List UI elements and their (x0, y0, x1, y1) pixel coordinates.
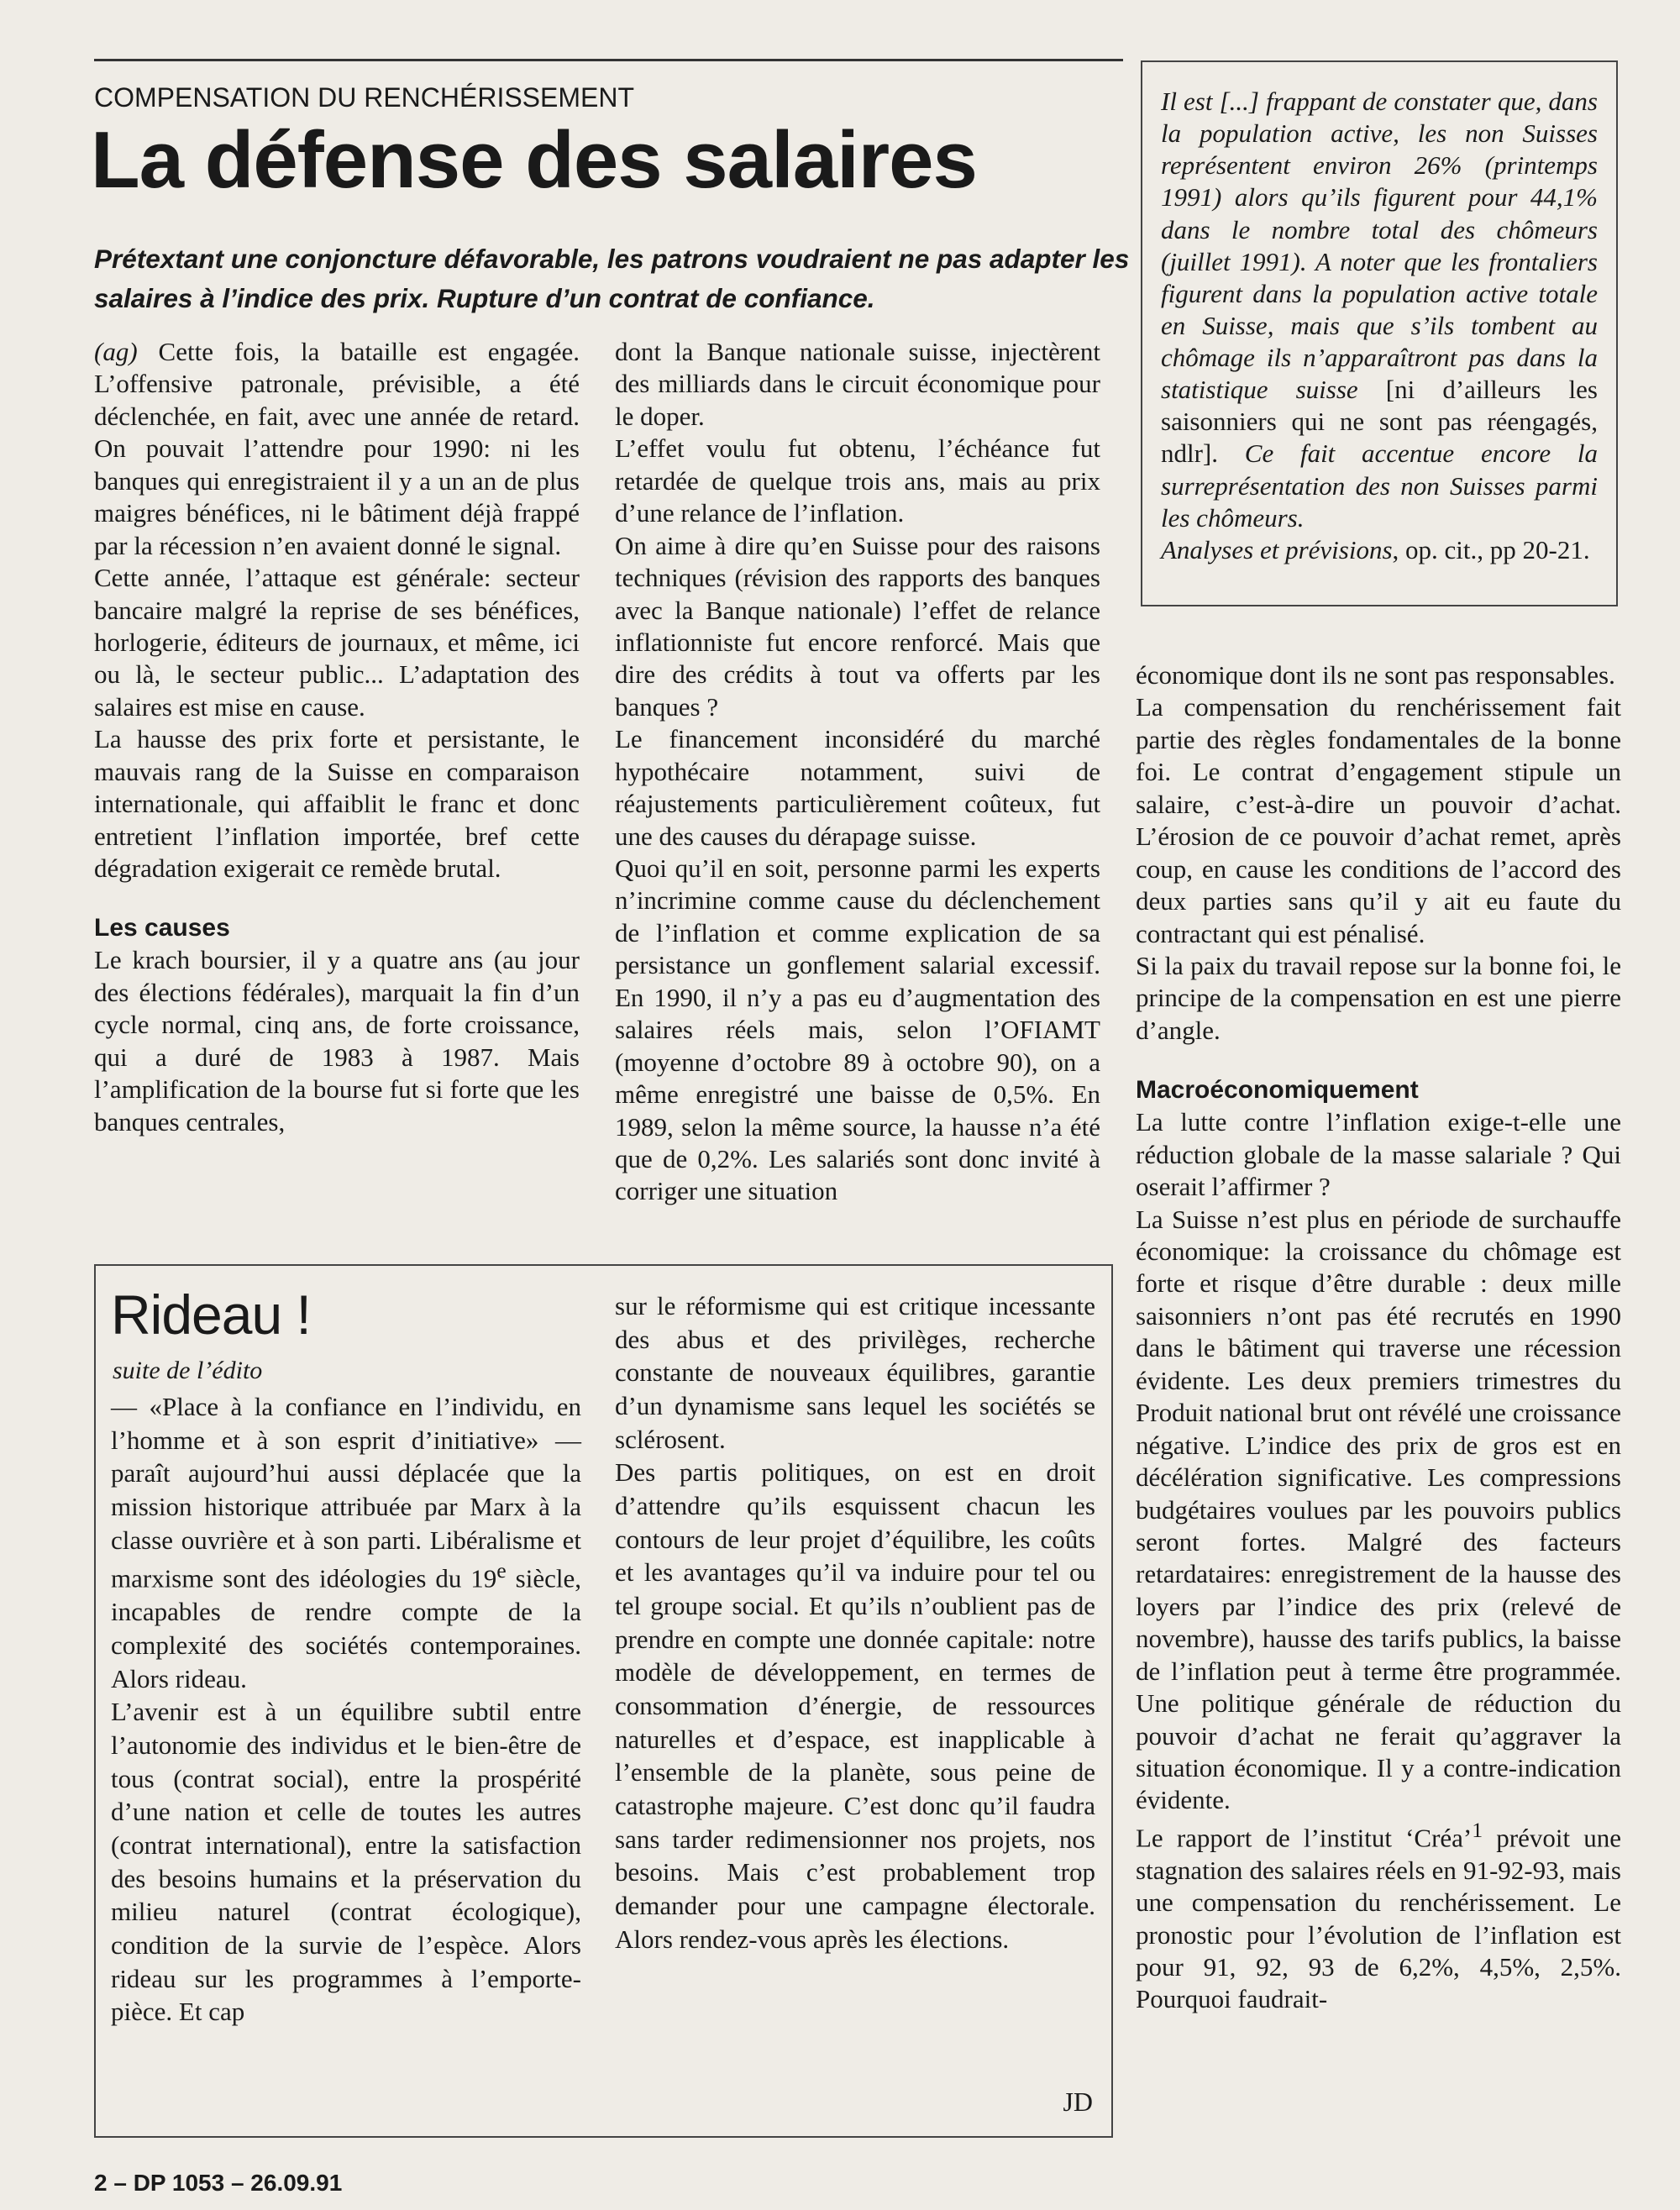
paragraph: — «Place à la confiance en l’individu, en l’homme et à son esprit d’initiative» — paraît aujourd’hui aussi déplacée que la mission historique attribuée par Marx à la classe ouvrière et à son parti. Libéralisme et marxisme sont des idéologies du 19e siècle, incapables de rendre compte de la complexité des sociétés contemporaines. Alors rideau. (111, 1392, 581, 1693)
paragraph: Le krach boursier, il y a quatre ans (au jour des élections fédérales), marquait la fin d’un cycle normal, cinq ans, de forte croissance, qui a duré de 1983 à 1987. Mais l’amplification de la bourse fut si forte que les banques centrales, (94, 945, 580, 1136)
rideau-box (94, 1264, 1113, 2138)
subheading-causes: Les causes (94, 914, 230, 942)
kicker: COMPENSATION DU RENCHÉRISSEMENT (94, 82, 635, 113)
paragraph: L’avenir est à un équilibre subtil entre l’autonomie des individus et le bien-être de tous (contrat social), entre la prospérité d’une nation et celle de toutes les autres (contrat international), entre la satisfaction des besoins humains et la préservation du milieu naturel (contrat écologique), condition de la survie de l’espèce. Alors rideau sur les programmes à l’emporte-pièce. Et cap (111, 1697, 581, 2027)
author-signature: JD (1063, 2087, 1093, 2117)
paragraph: L’effet voulu fut obtenu, l’échéance fut retardée de quelque trois ans, mais au prix d’une relance de l’inflation. (615, 433, 1100, 528)
paragraph: La hausse des prix forte et persistante, le mauvais rang de la Suisse en comparaison internationale, qui affaiblit le franc et donc entretient l’inflation importée, bref cette dégradation exigerait ce remède brutal. (94, 724, 580, 883)
article-column-3 (1136, 659, 1621, 2016)
editor-note: [ni d’ailleurs les saisonniers qui ne sont pas réengagés, ndlr]. (1161, 375, 1598, 469)
paragraph: La compensation du renchérissement fait partie des règles fondamentales de la bonne foi. Le contrat d’engagement stipule un salaire, c’est-à-dire un pouvoir d’achat. L’érosion de ce pouvoir d’achat remet, après coup, en cause les conditions de l’accord des deux parties sans qu’il y ait eu faute du contractant qui est pénalisé. (1136, 692, 1621, 948)
paragraph: La lutte contre l’inflation exige-t-elle une réduction globale de la masse salariale ? Qui oserait l’affirmer ? (1136, 1107, 1621, 1202)
author-initials: (ag) (94, 337, 138, 366)
paragraph: Le financement inconsidéré du marché hypothécaire notamment, suivi de réajustements particulièrement coûteux, fut une des causes du dérapage suisse. (615, 724, 1100, 851)
headline: La défense des salaires (91, 115, 977, 205)
rideau-title: Rideau ! (111, 1283, 311, 1346)
rideau-subtitle: suite de l’édito (113, 1357, 263, 1384)
quote-box (1141, 60, 1618, 606)
paragraph: (ag) Cette fois, la bataille est engagée. L’offensive patronale, prévisible, a été déclenchée, en fait, avec une année de retard. On pouvait l’attendre pour 1990: ni les banques qui enregistraient il y a un an de plus maigres bénéfices, ni le bâtiment déjà frappé par la récession n’en avaient donné le signal. (94, 337, 580, 560)
quote-text: Il est [...] frappant de constater que, dans la population active, les non Suisses représentent environ 26% (printemps 1991) alors qu’ils figurent pour 44,1% dans le nombre total des chômeurs (juillet 1991). A noter que les frontaliers figurent dans la population active totale en Suisse, mais que s’ils tombent au chômage ils n’apparaîtront pas dans la statistique suisse (1161, 87, 1598, 405)
top-rule (94, 59, 1123, 61)
lead-paragraph: Prétextant une conjoncture défavorable, les patrons voudraient ne pas adapter les salaires à l’indice des prix. Rupture d’un contrat de confiance. (94, 244, 1130, 314)
paragraph: On aime à dire qu’en Suisse pour des raisons techniques (révision des rapports des banques avec la Banque nationale) l’effet de relance inflationniste fut encore renforcé. Mais que dire des crédits à tout va offerts par les banques ? (615, 530, 1100, 722)
article-column-1 (94, 336, 580, 1138)
article-column-2 (615, 336, 1100, 1208)
quote-source-title: Analyses et prévisions (1161, 534, 1393, 564)
paragraph: Cette année, l’attaque est générale: secteur bancaire malgré la reprise de ses bénéfices, horlogerie, éditeurs de journaux, et même, ici ou là, le secteur public... L’adaptation des salaires est mise en cause. (94, 563, 580, 722)
footnote-marker: 1 (1472, 1817, 1483, 1842)
paragraph: Quoi qu’il en soit, personne parmi les experts n’incrimine comme cause du déclenchement de l’inflation et comme explication de sa persistance un gonflement salarial excessif. En 1990, il n’y a pas eu d’augmentation des salaires réels mais, selon l’OFIAMT (moyenne d’octobre 89 à octobre 90), on a même enregistré une baisse de 0,5%. En 1989, selon la même source, la hausse n’a été que de 0,2%. Les salariés sont donc invité à corriger une situation (615, 853, 1100, 1206)
paragraph: économique dont ils ne sont pas responsables. (1136, 660, 1615, 690)
paragraph: dont la Banque nationale suisse, injectèrent des milliards dans le circuit économique pour le doper. (615, 337, 1100, 431)
paragraph: Si la paix du travail repose sur la bonne foi, le principe de la compensation en est une pierre d’angle. (1136, 950, 1621, 1045)
rideau-column-1 (111, 1390, 581, 2029)
paragraph: sur le réformisme qui est critique incessante des abus et des privilèges, recherche constante de nouveaux équilibres, garantie d’un dynamisme sans lequel les sociétés se sclérosent. (615, 1291, 1095, 1454)
quote-source-ref: , op. cit., pp 20-21. (1392, 534, 1590, 564)
paragraph: Des partis politiques, on est en droit d’attendre qu’ils esquissent chacun les contours de leur projet d’équilibre, les coûts et les avantages qu’il va induire pour tel ou tel groupe social. Et qu’ils n’oublient pas de prendre en compte une donnée capitale: notre modèle de développement, en termes de consommation d’énergie, de ressources naturelles et d’espace, est inapplicable à l’ensemble de la planète, sous peine de catastrophe majeure. C’est donc qu’il faudra sans tarder redimensionner nos projets, nos besoins. Mais c’est probablement trop demander pour une campagne électorale. Alors rendez-vous après les élections. (615, 1457, 1095, 1954)
quote-text: Ce fait accentue encore la surreprésentation des non Suisses parmi les chômeurs. (1161, 438, 1598, 533)
paragraph: Le rapport de l’institut ‘Créa’$^1$ prévoit une stagnation des salaires réels en 91-92-93, mais une compensation du renchérissement. Le pronostic pour l’évolution de l’inflation est pour 91, 92, 93 de 6,2%, 4,5%, 2,5%. Pourquoi faudrait- (1136, 1817, 1621, 2014)
paragraph: La Suisse n’est plus en période de surchauffe économique: la croissance du chômage est forte et risque d’être durable : deux mille saisonniers n’ont pas été recrutés en 1990 dans le bâtiment qui traverse une récession évidente. Les deux premiers trimestres du Produit national brut ont révélé une croissance négative. L’indice des prix de gros est en décélération significative. Les compressions budgétaires voulues par les pouvoirs publics seront fortes. Malgré des facteurs retardataires: enregistrement de la hausse des loyers par l’indice des prix (relevé de novembre), hausse des tarifs publics, la baisse de l’inflation peut à terme être programmée. Une politique générale de réduction du pouvoir d’achat ne ferait qu’aggraver la situation économique. Il y a contre-indication évidente. (1136, 1204, 1621, 1815)
subheading-macro: Macroéconomiquement (1136, 1076, 1419, 1105)
page-folio: 2 – DP 1053 – 26.09.91 (94, 2170, 343, 2196)
rideau-column-2 (615, 1289, 1095, 1955)
